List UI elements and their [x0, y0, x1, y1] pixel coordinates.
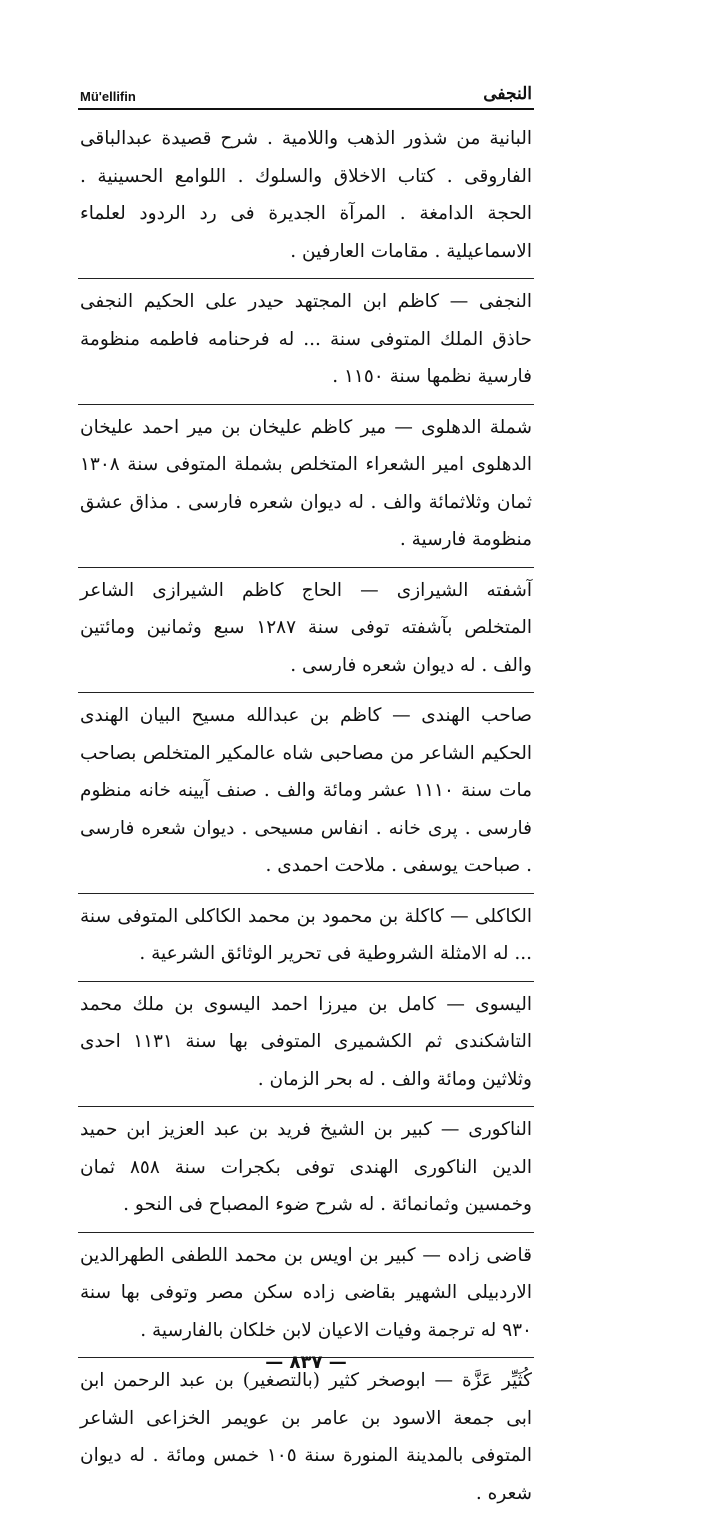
- running-header: [78, 70, 534, 110]
- entry-kakali: الكاكلى — كاكلة بن محمود بن محمد الكاكلى المتوفى سنة ... له الامثلة الشروطية فى تحرير الوثائق الشرعية .: [78, 894, 534, 982]
- entry-ashufta-shirazi: آشفته الشيرازى — الحاج كاظم الشيرازى الشاعر المتخلص بآشفته توفى سنة ١٢٨٧ سبع وثمانين ومائتين والف . له ديوان شعره فارسى .: [78, 568, 534, 694]
- page-number: — ٨٣٧ —: [265, 1352, 347, 1373]
- document-page: [78, 70, 534, 1520]
- entry-qadi-zadeh: قاضى زاده — كبير بن اويس بن محمد اللطفى الطهرالدين الاردبيلى الشهير بقاضى زاده سكن مصر وتوفى بها سنة ٩٣٠ له ترجمة وفيات الاعيان لابن خلكان بالفارسية .: [78, 1233, 534, 1359]
- entry-continuation: البانية من شذور الذهب واللامية . شرح قصيدة عبدالباقى الفاروقى . كتاب الاخلاق والسلوك . اللوامع الحسينية . الحجة الدامغة . المرآة الجديرة فى رد الردود لعلماء الاسماعيلية . مقامات العارفين .: [78, 120, 534, 279]
- entry-yasawi: اليسوى — كامل بن ميرزا احمد اليسوى بن ملك محمد التاشكندى ثم الكشميرى المتوفى بها سنة ١١٣١ احدى وثلاثين ومائة والف . له بحر الزمان .: [78, 982, 534, 1108]
- entries-list: [78, 120, 534, 1520]
- entry-nakuri: الناكورى — كبير بن الشيخ فريد بن عبد العزيز ابن حميد الدين الناكورى الهندى توفى بكجرات سنة ٨٥٨ ثمان وخمسين وثمانمائة . له شرح ضوء المصباح فى النحو .: [78, 1107, 534, 1233]
- entry-najafi: النجفى — كاظم ابن المجتهد حيدر على الحكيم النجفى حاذق الملك المتوفى سنة ... له فرحنامه فاطمه منظومة فارسية نظمها سنة ١١٥٠ .: [78, 279, 534, 405]
- header-latin-title: Mü'ellifin: [80, 89, 136, 104]
- entry-sahib-hindi: صاحب الهندى — كاظم بن عبدالله مسيح البيان الهندى الحكيم الشاعر من مصاحبى شاه عالمكير المتخلص بصاحب مات سنة ١١١٠ عشر ومائة والف . صنف آيينه خانه منظوم فارسى . پرى خانه . انفاس مسيحى . ديوان شعره فارسى . صباحت يوسفى . ملاحت احمدى .: [78, 693, 534, 894]
- header-arabic-title: النجفى: [483, 84, 532, 104]
- entry-kuthayyir-azza: كُثَيِّر عَزَّة — ابوصخر كثير (بالتصغير) بن عبد الرحمن ابن ابى جمعة الاسود بن عامر بن عويمر الخزاعى الشاعر المتوفى بالمدينة المنورة سنة ١٠٥ خمس ومائة . له ديوان شعره .: [80, 1370, 532, 1504]
- entry-shimla-dehlawi: شملة الدهلوى — مير كاظم عليخان بن مير احمد عليخان الدهلوى امير الشعراء المتخلص بشملة المتوفى سنة ١٣٠٨ ثمان وثلاثمائة والف . له ديوان شعره فارسى . مذاق عشق منظومة فارسية .: [78, 405, 534, 568]
